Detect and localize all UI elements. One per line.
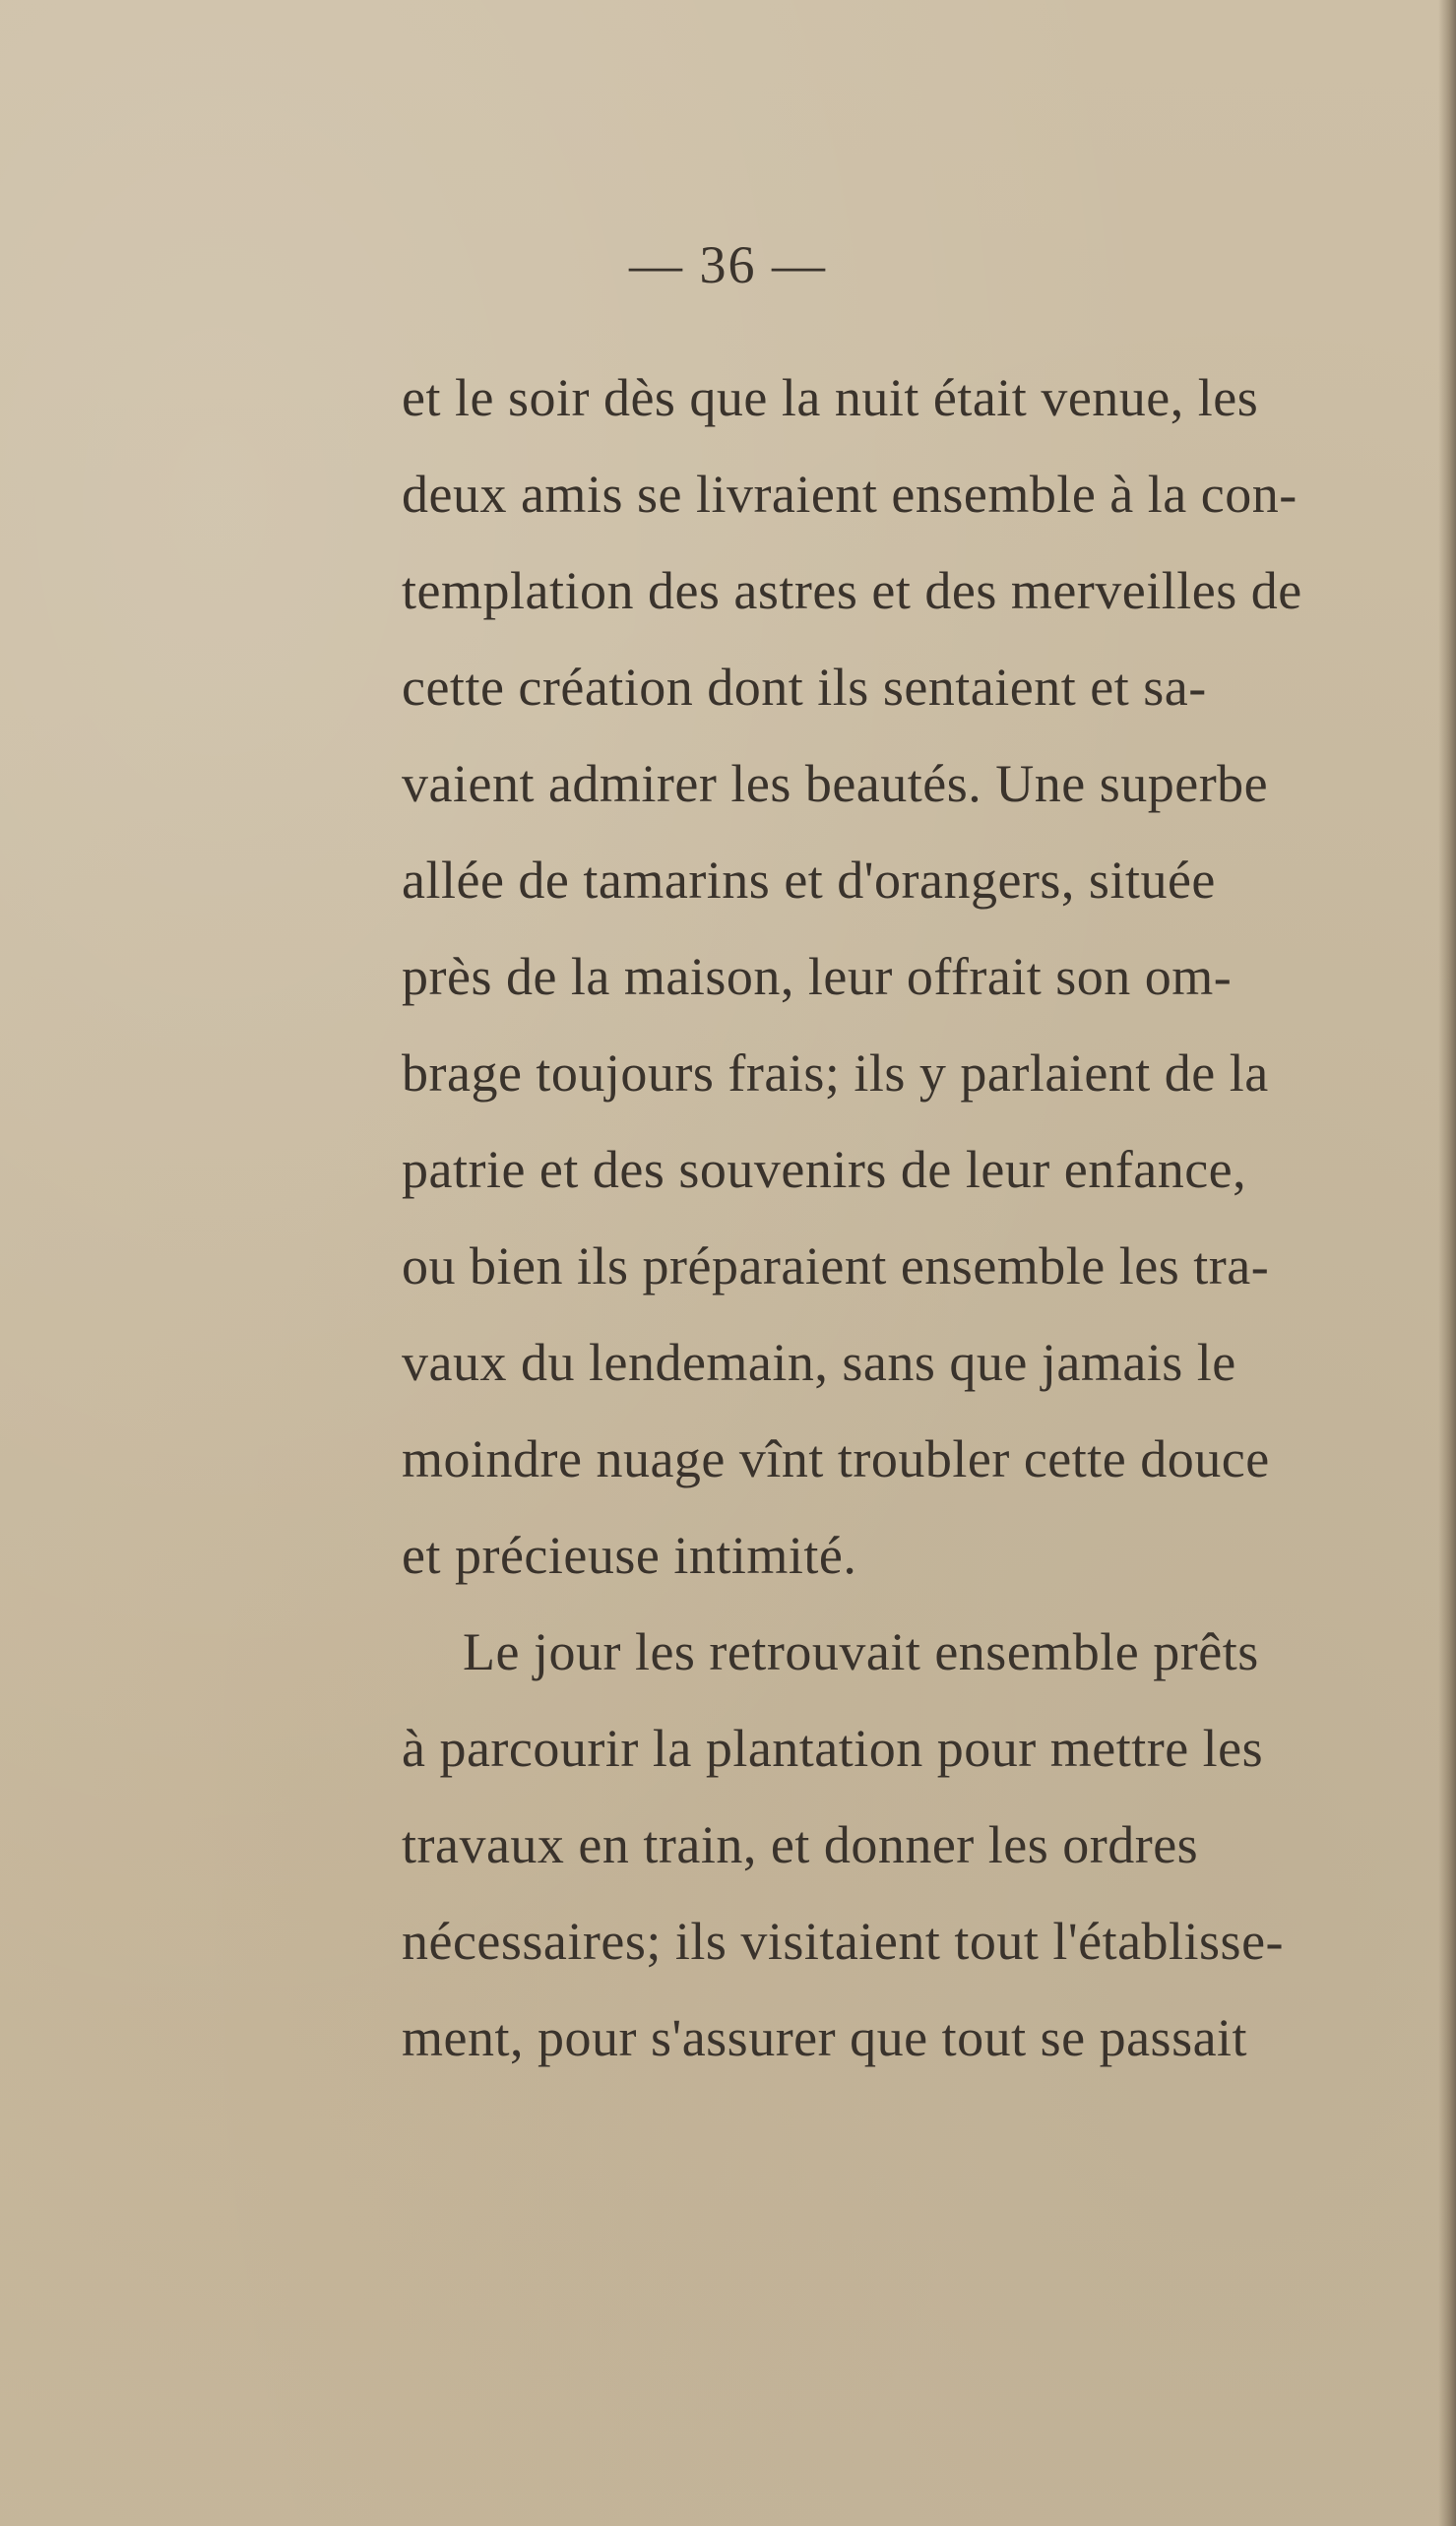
paragraph-start-line: Le jour les retrouvait ensemble prêts: [463, 1622, 1259, 1681]
text-line: vaient admirer les beautés. Une superbe: [402, 754, 1269, 813]
text-line: allée de tamarins et d'orangers, située: [402, 851, 1216, 910]
text-line: travaux en train, et donner les ordres: [402, 1815, 1199, 1874]
text-line: vaux du lendemain, sans que jamais le: [402, 1333, 1236, 1392]
text-line: près de la maison, leur offrait son om-: [402, 947, 1233, 1006]
text-line: et le soir dès que la nuit était venue, les: [402, 368, 1259, 427]
text-line: et précieuse intimité.: [402, 1526, 857, 1585]
text-line: ou bien ils préparaient ensemble les tra-: [402, 1236, 1270, 1295]
text-line: brage toujours frais; ils y parlaient de la: [402, 1043, 1269, 1103]
page-edge-shadow: [1438, 0, 1456, 2526]
text-line: à parcourir la plantation pour mettre les: [402, 1719, 1264, 1778]
text-line: patrie et des souvenirs de leur enfance,: [402, 1140, 1247, 1199]
page-number: — 36 —: [629, 235, 827, 294]
text-line: ment, pour s'assurer que tout se passait: [402, 2008, 1248, 2067]
text-line: moindre nuage vînt troubler cette douce: [402, 1429, 1270, 1488]
text-line: cette création dont ils sentaient et sa-: [402, 658, 1207, 717]
body-text: [402, 349, 1425, 2086]
text-line: deux amis se livraient ensemble à la con-: [402, 465, 1298, 524]
text-line: templation des astres et des merveilles de: [402, 561, 1302, 620]
text-line: nécessaires; ils visitaient tout l'établisse-: [402, 1912, 1285, 1971]
